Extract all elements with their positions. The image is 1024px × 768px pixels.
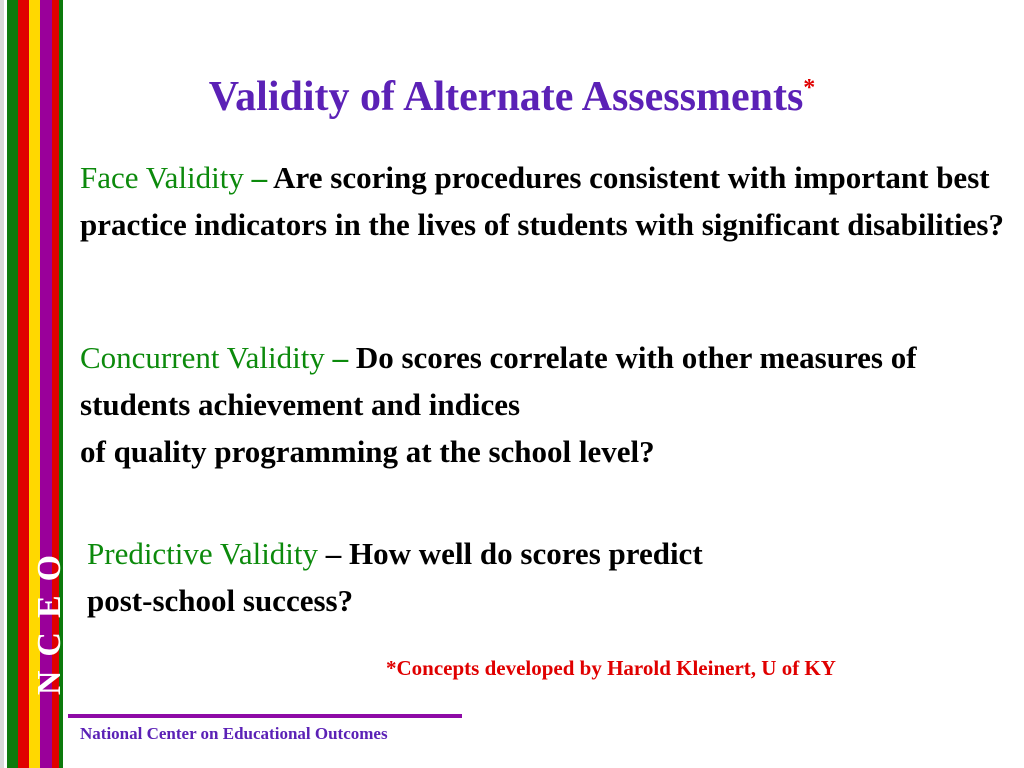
face-validity-text: Are scoring procedures consistent with important best practice indicators in the lives of students with significant disabilities?: [80, 160, 1004, 242]
slide-title: [0, 62, 1024, 123]
footer-organization: National Center on Educational Outcomes: [80, 724, 388, 743]
predictive-validity-term: Predictive Validity: [87, 536, 319, 571]
predictive-validity-paragraph: [87, 530, 987, 624]
concurrent-validity-paragraph: [80, 334, 1010, 475]
slide-title-text: Validity of Alternate Assessments: [208, 74, 804, 120]
face-validity-paragraph: [80, 154, 1010, 248]
credit-note: *Concepts developed by Harold Kleinert, U of KY: [386, 656, 836, 680]
concurrent-validity-text-line2: of quality programming at the school level?: [80, 434, 655, 469]
concurrent-validity-text-line1: Do scores correlate with other measures of students achievement and indices: [80, 340, 917, 422]
face-validity-dash: –: [243, 160, 274, 195]
footer-rule: [68, 714, 462, 718]
title-asterisk: *: [803, 75, 816, 101]
concurrent-validity-term: Concurrent Validity: [80, 340, 325, 375]
predictive-validity-text-line2: post-school success?: [87, 583, 354, 618]
concurrent-validity-dash: –: [324, 340, 356, 375]
nceo-logo: [31, 540, 69, 696]
face-validity-term: Face Validity: [80, 160, 244, 195]
predictive-validity-text-line1: – How well do scores predict: [318, 536, 703, 571]
nceo-logo-text: NCEO: [31, 540, 69, 696]
